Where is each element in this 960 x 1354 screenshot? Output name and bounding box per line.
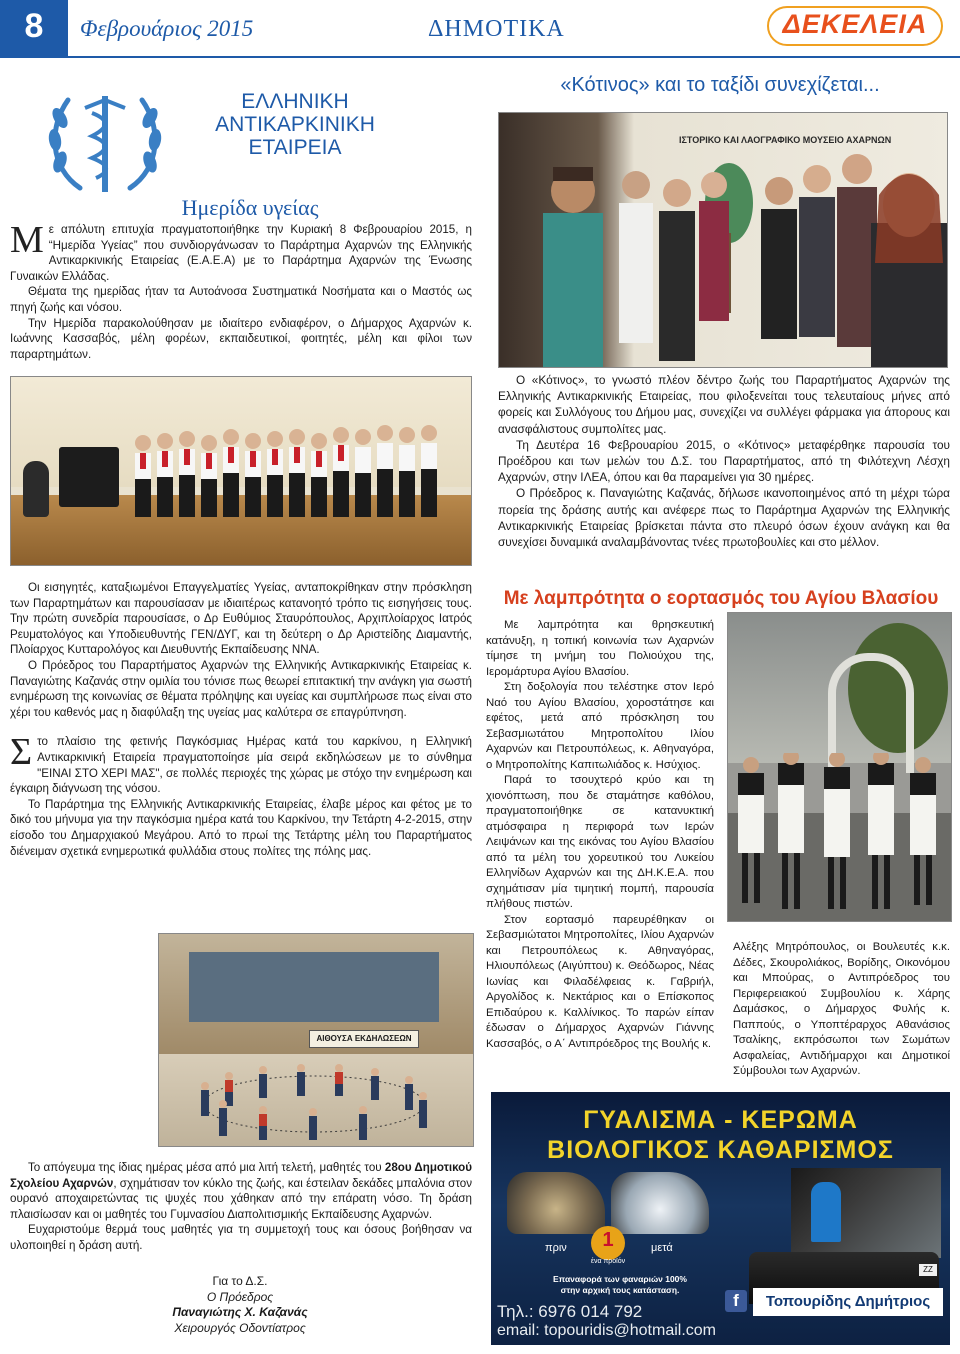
health-body <box>10 580 472 859</box>
vlasios-para5: Αλέξης Μητρόπουλος, οι Βουλευτές κ.κ. Δέδες, Σκουρολιάκος, Βορίδης, Οικονόμου και Μπούρας, ο Αντιπρόεδρος του Περιφερειακού Συμβουλίου κ. Χάρης Δαμάσκος, ο Δήμαρχος Φυλής κ. Παππούς, ο Υποπτέραρχος Αθανάσιος Τσαλίκης, εκπρόσωποι των Σωμάτων Ασφαλείας, Αντιδήμαρχοι και Δημοτικοί Σύμβουλοι των Αχαρνών. <box>733 941 950 1077</box>
kotinos-para3: Ο Πρόεδρος κ. Παναγιώτης Καζανάς, δήλωσε ικανοποιημένος από τη μέχρι τώρα πορεία της δράσης αυτής και ανέφερε πως το Παράρτημα Αχαρνών της Ελληνικής Αντικαρκινικής Εταιρείας βρίσκεται πάντα στο πλευρό όσων έχουν ανάγκη και θα συνεχίσει δυναμικά αναλαμβάνοντας τνέες πρωτοβουλίες και στο μέλλον. <box>498 486 950 550</box>
choir-photo <box>10 376 472 566</box>
vlasios-para2: Στη δοξολογία που τελέστηκε στον Ιερό Ναό του Αγίου Βλασίου, χοροστάτησε και εφέτος, μετά από πρόσκληση του Σεβασμιωτάτου Μητροπολίτου Ιλίου Αχαρνών και Πετρουπόλεως, κ. Αθηναγόρα, ο Μητροπολίτης Καπιτωλιάδος κ. Ησύχιος. <box>486 681 714 771</box>
worker-figure <box>811 1182 841 1242</box>
kotinos-group <box>499 113 948 368</box>
headlight-after <box>611 1172 709 1234</box>
org-name-line1: ΕΛΛΗΝΙΚΗ <box>241 90 349 113</box>
building-sign: ΑΙΘΟΥΣΑ ΕΚΔΗΛΩΣΕΩΝ <box>309 1030 419 1048</box>
masthead-logo <box>765 4 945 48</box>
header-section: ΔΗΜΟΤΙΚΑ <box>428 16 565 42</box>
facebook-name: Τοπουρίδης Δημήτριος <box>765 1293 931 1310</box>
vlasios-col-right <box>733 940 950 1080</box>
vlasios-title: Με λαμπρότητα ο εορτασμός του Αγίου Βλασίου <box>503 588 939 609</box>
advert-line2: ΒΙΟΛΟΓΙΚΟΣ ΚΑΘΑΡΙΣΜΟΣ <box>547 1136 894 1164</box>
laurel-caduceus-emblem <box>40 78 170 208</box>
guitarist <box>23 461 49 517</box>
org-name <box>180 90 410 159</box>
hellenic-anticancer-logo <box>40 78 170 208</box>
health-para3: Την Ημερίδα παρακολούθησαν με ιδιαίτερο ενδιαφέρον, ο Δήμαρχος Αχαρνών κ. Ιωάννης Κασσαβός, μέλη φορέων, εκπαιδευτικοί, φοιτητές, μέλη και φίλοι των παραρτημάτων. <box>10 316 472 361</box>
piano <box>59 447 119 507</box>
org-name-line2: ΑΝΤΙΚΑΡΚΙΝΙΚΗ <box>215 113 375 136</box>
kotinos-title: «Κότινος» και το ταξίδι συνεχίζεται... <box>560 74 880 96</box>
health-para1: ε απόλυτη επιτυχία πραγματοποιήθηκε την Κυριακή 8 Φεβρουαρίου 2015, η “Ημερίδα Υγείας” που συνδιοργάνωσαν το Παράρτημα Αχαρνών της Ελληνικής Αντικαρκινικής Εταιρείας (Ε.Α.Ε.Α) με το Παράρτημα Αχαρνών της Ένωσης Γυναικών Ελλάδας. <box>10 223 472 283</box>
health-para6: το πλαίσιο της φετινής Παγκόσμιας Ημέρας κατά του καρκίνου, η Ελληνική Αντικαρκινική Εταιρεία πραγματοποίησε μία σειρά εκδηλώσεων με το σύνθημα "ΕΙΝΑΙ ΣΤΟ ΧΕΡΙ ΜΑΣ", σε πολλές περιοχές της χώρας με στόχο την ενημέρωση και έγκαιρη διάγνωση της νόσου. <box>10 735 472 796</box>
kotinos-group-photo <box>498 112 948 368</box>
facebook-name-box[interactable] <box>753 1288 943 1316</box>
vlasios-para3: Παρά το τσουχτερό κρύο και τη χιονόπτωση, που δε σταμάτησε καθόλου, πραγματοποιήθηκε σε κατανυκτική ατμόσφαιρα η περιφορά των Ιερών Λειψάνων και της εικόνας του Αγίου Βλασίου από τα μέλη του χορευτικού του Λυκείου Ελληνίδων Αχαρνών και της ΔΗ.Κ.Ε.Α. που σχημάτισαν μία τιμητική πομπή, παρουσία πλήθους πιστών. <box>486 774 714 910</box>
health-para8-bold: 28ου Δημοτικού Σχολείου Αχαρνών <box>10 1161 472 1190</box>
health-para5: Ο Πρόεδρος του Παραρτήματος Αχαρνών της Ελληνικής Αντικαρκινικής Εταιρείας κ. Παναγιώτης Καζανάς στην ομιλία του τόνισε πως θεωρεί επιτακτική την ανάγκη για σωστή ενημέρωση της κοινωνίας σε θέματα πρόληψης και υγείας και συμπλήρωσε πως είναι στο χέρι του καθενός μας η διαφύλαξη της υγείας μας καλύτερα σε επαγρύπνηση. <box>10 658 472 719</box>
header-date: Φεβρουάριος 2015 <box>80 16 254 41</box>
advert-line1: ΓΥΑΛΙΣΜΑ - ΚΕΡΩΜΑ <box>583 1106 858 1134</box>
building-window <box>189 952 439 1022</box>
advert-after-label: μετά <box>651 1242 673 1254</box>
sign-for: Για το Δ.Σ. <box>212 1274 268 1288</box>
vlasios-col-left <box>486 618 714 1052</box>
vlasios-para1: Με λαμπρότητα και θρησκευτική κατάνυξη, η τοπική κοινωνία των Αχαρνών τίμησε τη μνήμη του Πολιούχου της, Ιερομάρτυρα Αγίου Βλασίου. <box>486 619 714 678</box>
health-intro <box>10 219 472 362</box>
advert-caption <box>507 1274 733 1296</box>
singers-row <box>131 423 451 523</box>
dropcap-s: Σ <box>10 731 33 774</box>
evzones-group <box>728 753 952 922</box>
students-circle <box>179 1060 449 1140</box>
choir-singers <box>131 423 451 523</box>
kotinos-body <box>498 372 950 550</box>
facebook-icon-glyph: f <box>733 1291 739 1310</box>
health-para8-post: , σχημάτισαν τον κύκλο της ζωής, και έστειλαν δεκάδες μπαλόνια στον ουρανό αποχαιρετώντας τις ψυχές που χάθηκαν από την επάρατη νόσο. Τη δράση πλαισίωσαν και οι μαθητές του Γυμνασίου Διαπολιτισμικής Εκπαίδευσης Αχαρνών. <box>10 1176 472 1221</box>
advert-phone: Τηλ.: 6976 014 792 <box>497 1302 643 1321</box>
health-para9: Ευχαριστούμε θερμά τους μαθητές για τη συμμετοχή τους και όσους βοήθησαν να υλοποιηθεί η δράση αυτή. <box>10 1223 472 1252</box>
sign-title: Χειρουργός Οδοντίατρος <box>174 1320 306 1335</box>
org-name-line3: ΕΤΑΙΡΕΙΑ <box>248 136 342 159</box>
circle-of-life-photo <box>158 933 474 1147</box>
vlasios-para4: Στον εορτασμό παρευρέθηκαν οι Σεβασμιώτατοι Μητροπολίτες, Ιλίου Αχαρνών και Πετρουπόλεως κ. Αθηναγόρας, Ηλιουπόλεως (Αιγύπτου) κ. Θεόδωρος, Νέας Ιωνίας και Φιλαδέλφειας κ. Γαβριήλ, Αργολίδος κ. Νεκτάριος και ο Επίσκοπος Επιδαύρου κ. Καλλίνικος. Το παρών είπαν έδωσαν ο Δήμαρχος Αχαρνών Γιάννης Κασσαβός, ο Α΄ Αντιπρόεδρος της Βουλής κ. <box>486 913 714 1050</box>
advert-email: email: topouridis@hotmail.com <box>497 1322 716 1339</box>
dropcap-m: Μ <box>10 219 44 261</box>
sign-role: Ο Πρόεδρος <box>206 1289 274 1304</box>
health-title: Ημερίδα υγείας <box>181 195 319 220</box>
masthead-text: ΔΕΚΕΛΕΙΑ <box>782 9 928 39</box>
page-header <box>0 0 960 58</box>
health-closing <box>10 1160 472 1254</box>
sign-name: Παναγιώτης Χ. Καζανάς <box>172 1305 308 1319</box>
kotinos-para1: Ο «Κότινος», το γνωστό πλέον δέντρο ζωής του Παραρτήματος Αχαρνών της Ελληνικής Αντικαρκινικής Εταιρείας, που φιλοξενείται τους τελευταίους μήνες από φορείς και Συλλόγους του Δήμου μας, συνεχίζει να συλλέγει φάρμακα για άπορους και ανασφάλιστους συμπολίτες μας. <box>498 373 950 436</box>
health-para7: Το Παράρτημα της Ελληνικής Αντικαρκινικής Εταιρείας, έλαβε μέρος και φέτος με το δικό του μήνυμα για την παγκόσμια ημέρα κατά του Καρκίνου, την Τετάρτη 4-2-2015, στην είσοδο του Δημαρχιακού Μεγάρου. Από το πρωί της Τετάρτης μέλη του Παραρτήματος διένειμαν σχετικά ενημερωτικά φυλλάδια στους πολίτες της πόλης μας. <box>10 797 472 858</box>
advert-caption-line2: στην αρχική τους κατάσταση. <box>560 1285 680 1295</box>
advert-box <box>491 1092 950 1345</box>
health-para8-pre: Το απόγευμα της ίδιας ημέρας μέσα από μια λιτή τελετή, μαθητές του <box>28 1161 385 1174</box>
kotinos-para2: Τη Δευτέρα 16 Φεβρουαρίου 2015, ο «Κότινος» μεταφέρθηκε παρουσία του Προέδρου και των μελών του Δ.Σ. του Παραρτήματος, από τη Φιλότεχνη Λέσχη Αχαρνών, στην ΙΛΕΑ, όπου και θα παραμείνει για 30 ημέρες. <box>498 437 950 485</box>
advert-caption-line1: Επαναφορά των φαναριών 100% <box>553 1274 687 1284</box>
page-number: 8 <box>24 7 44 45</box>
advert-badge-icon <box>591 1226 625 1260</box>
advert-badge-text: ένα προϊόν <box>590 1258 626 1265</box>
car-plate: ZZ <box>919 1264 937 1276</box>
signature-block <box>120 1274 360 1336</box>
facebook-icon[interactable] <box>725 1290 747 1312</box>
health-para2: Θέματα της ημερίδας ήταν τα Αυτοάνοσα Συστηματικά Νοσήματα και ο Μαστός ως πηγή ζωής και νόσου. <box>10 285 472 314</box>
advert-badge-number: 1 <box>602 1229 614 1251</box>
health-para4: Οι εισηγητές, καταξιωμένοι Επαγγελματίες Υγείας, ανταποκρίθηκαν στην πρόσκληση των Παραρτημάτων και παρουσίασαν με ιδιαιτέρως κατανοητό τρόπο τις εισηγήσεις τους. Την πρώτη συνεδρία παρουσίασε, ο Δρ Ευθύμιος Σταυρόπουλος, Αρχιπλοίαρχος Ιατρός Ρευματολόγος και Υποδιευθυντής ΓΕΝ/ΔΥΓ, και τη δεύτερη ο Δρ Αριστείδης Διαμαντής, Πλοίαρχος Κυτταρολόγος και Διευθυντής Εκπαίδευσης ΝΝΑ. <box>10 581 472 657</box>
header-rule <box>0 56 960 58</box>
museum-sign: ΙΣΤΟΡΙΚΟ ΚΑΙ ΛΑΟΓΡΑΦΙΚΟ ΜΟΥΣΕΙΟ ΑΧΑΡΝΩΝ <box>679 135 892 145</box>
advert-before-label: πριν <box>545 1242 567 1254</box>
procession-photo <box>727 612 952 922</box>
headlight-before <box>507 1172 605 1234</box>
